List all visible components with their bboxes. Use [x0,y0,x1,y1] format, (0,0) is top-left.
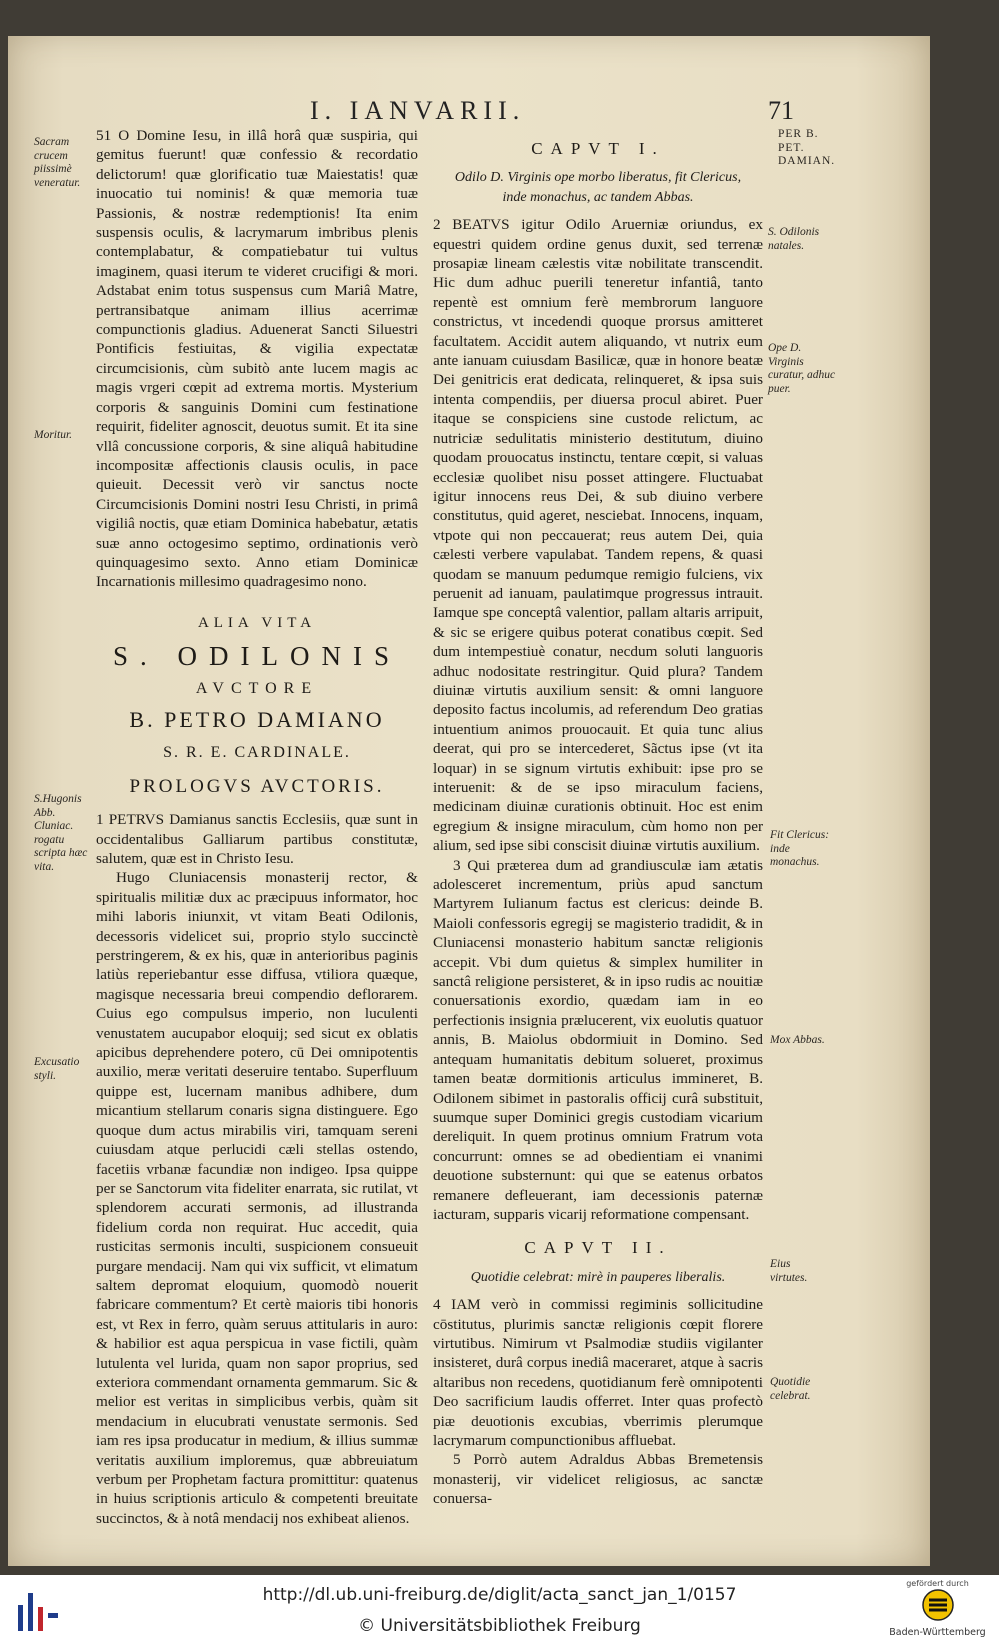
margin-note-sacram: Sacram crucem piissimè veneratur. [34,136,81,189]
vita-title-line4: B. PETRO DAMIANO [129,706,385,732]
vita-title-line1: ALIA VITA [197,614,317,631]
running-title: I. IANVARII. [310,96,526,125]
prologue-paragraph-2: Hugo Cluniacensis monasterij rector, & spiritualis militiæ dux ac præcipuus informator, hoc mihi laboris iniunxit, vt vitam Beati Odilonis, decessoris videlicet sui, proprio stylo succinctè perstringerem, & ex his, quæ in anterioribus paginis latiùs reperiebantur esse diffusa, vtiliora quæque, magisque necessaria breui compendio deflorarem. Cuius ego compulsus imperio, non luculenti venustatem aucupabor eloquij; sed sicut ex oblatis apicibus deprehendere potero, cū Dei omnipotentis auxilio, meræ veritati deseruire tentabo. Superfluum quippe est, lucernam manibus adhibere, dum micantium stellarum conaris signa distinguere. Ego quoque dum actus mirabilis viri, tamquam sereni cuiusdam atque perlucidi cæli stellas ostendo, facetiis vrbanæ facundiæ non indigeo. Ipsa quippe per se Sanctorum vita fideliter enarrata, sic rutilat, vt splendorem accurati sermonis, ad illustranda fidelium corda non requirat. Huc accedit, quia rusticitas sermonis inculti, suspicionem consueuit purgare mendacij. Nam qui vix sufficit, vt elimatum saltem depromat eloquium, quomodò nouerit fabricare commentum? Et certè maioris tibi honoris est, vt Rex in ferro, quàm seruus attitularis in auro: & habilior est aqua perspicua in vase fictili, quàm lutulenta vel lurida, quam non sapor proprius, sed exteriora commendant ornamenta gemmarum. Sic & melior est veritas in simplicibus verbis, quàm sit mendacium in elucubrati venustate sermonis. Sed iam res ipsa producatur in medium, & illius summæ veritatis auxilium imploremus, quæ abbreuiatum verbum per Prophetam factura promittitur: quatenus in huius scriptionis articulo & competenti breuitate succinctos, & à notâ mendacij nos exhibeat alienos. [96,869,418,1527]
baden-wuerttemberg-crest-icon [921,1588,955,1622]
margin-note-abbas: Mox Abbas. [770,1034,825,1046]
vita-title-line2: S. ODILONIS [112,641,401,672]
permalink-url[interactable]: http://dl.ub.uni-freiburg.de/diglit/acta_sanct_jan_1/0157 [262,1585,737,1605]
margin-note-hugonis: S.Hugonis Abb. Cluniac. rogatu scripta hæc vita. [34,793,88,873]
chapter-1-heading: CAPVT I. [531,139,665,158]
prologue-paragraph-1: 1 PETRVS Damianus sanctis Ecclesiis, quæ sunt in occidentalibus Galliarum partibus constitutæ, salutem, quæ est in Christo Iesu. [96,811,418,867]
sponsor-box [880,1579,995,1641]
margin-note-celebrat: Quotidie celebrat. [770,1376,811,1402]
copyright-notice: © Universitätsbibliothek Freiburg [358,1616,641,1636]
sponsor-label: gefördert durch [906,1579,969,1588]
margin-note-moritur: Moritur. [34,429,73,441]
margin-note-clericus: Fit Clericus: inde monachus. [770,829,830,868]
right-column [433,139,763,1509]
paragraph-51: 51 O Domine Iesu, in illâ horâ quæ suspiria, qui gemitus fuerunt! quæ confessio & recordatio delictorum! quæ glorificatio tuæ Maiestatis! quæ inuocatio tui nominis! & quæ memoria tuæ Passionis, & nostræ redemptionis! Ita enim suspensis oculis, & lacrymarum imbribus plenis contemplabatur, & compatiebatur tui vultus imaginem, quasi iterum te videret crucifigi & mori. Adstabat enim totus suspensus cum Mariâ Matre, pertransibatque animam illius acerrimæ compunctionis gladius. Aduenerat Sancti Siluestri Pontificis festiuitas, & vigilia expectatæ circumcisionis, cùm subitò ante lucem magis ac magis vrgeri cœpit ad extrema mortis. Mysterium corporis & sanguinis Domini cum festinatione requirit, fideliter agnoscit, deuotus sumit. Et ita sine vllâ concussione corporis, & sine aliquâ habitudine incompositæ affectionis clausis oculis, in pace quieuit. Decessit verò vir sanctus nocte Circumcisionis Domini nostri Iesu Christi, in primâ vigiliâ noctis, quæ etiam Dominica habebatur, ætatis suæ anno octogesimo septimo, ordinationis verò quinquagesimo sexto. Anno etiam Dominicæ Incarnationis millesimo quadragesimo nono. [96,127,418,591]
paragraph-2: 2 BEATVS igitur Odilo Aruerniæ oriundus, ex equestri quidem ordine genus duxit, sed terrenæ prosapiæ lineam cælestis vitæ nobilitate transcendit. Hic dum adhuc puerili teneretur infantiâ, tanto repentè est omnium ferè membrorum languore constrictus, vt incedendi quoque prorsus amitteret facultatem. Accidit autem aliquando, vt nutrix eum ante ianuam cuiusdam Basilicæ, quæ in honore beatæ Dei genitricis erat dedicata, relinqueret, & ipsa suis intenta compendiis, per diuersa procul abiret. Puer itaque se conspiciens sine custode relictum, ac nutriciæ sedulitatis ministerio destitutum, diuino quodam prouocatus instinctu, tentare cœpit, si valuas ecclesiæ quolibet nisu posset attingere. Fluctuabat igitur innocens reus Dei, & sub diuino verbere constitutus, quid ageret, nesciebat. Innocens, inquam, vtpote qui non peccauerat; reus autem Dei, quia cælesti verbere vapulabat. Tandem repens, & quasi quodam se manuum pedumque remigio fulciens, vix peruenit ad ianuam, paulatimque progressus intrauit. Iamque spe conceptâ valentior, pallam altaris arripuit, & sic se erigere quibus poterat conatibus cœpit. Sed dum intempestiuè conatur, necdum soluti languoris adhuc nodositate restringitur. Quid plura? Tandem diuinæ virtutis auxilium sensit: & omni languore deposito factus incolumis, ad referendum Deo gratias intuentium animos prouocauit. Et quia tunc alius deerat, qui pro se intercederet, Sãctus ipse (vt ita loquar) in se signum virtutis exhibuit: ipse pro se interuenit: & de se ipso miraculum faciens, medicinam diuinæ curationis obtinuit. Hoc est enim egregium & insigne miraculum, cùm homo non per alium, sed ipse sibi conscisit diuinæ virtutis auxilium. [433,216,763,855]
left-column [96,126,418,1528]
vita-title-line5: S. R. E. CARDINALE. [163,744,351,762]
page-number: 71 [768,96,794,125]
margin-note-virtutes: Eius virtutes. [770,1258,808,1284]
margin-note-per-damian: PER B. PET. DAMIAN. [778,128,836,167]
margin-note-excusatio: Excusatio styli. [34,1056,80,1082]
vita-title-line3: AVCTORE [195,679,319,697]
book-page [8,36,930,1566]
margin-note-natales: S. Odilonis natales. [768,226,820,252]
sponsor-name: Baden-Württemberg [889,1627,986,1638]
margin-note-virginis: Ope D. Virginis curatur, adhuc puer. [768,342,836,395]
prologue-heading: PROLOGVS AVCTORIS. [129,775,385,797]
paragraph-3: 3 Qui præterea dum ad grandiusculæ iam ætatis adolesceret incrementum, priùs apud sanctum Martyrem Iulianum factus est clericus: deinde B. Maioli confessoris egregij se magisterio tradidit, & in Cluniacensi monasterio habitum sanctæ religionis accepit. Vbi dum quietus & simplex humiliter in sanctâ religione persisteret, & in ipso rudis ac nouitiæ conuersationis exordio, quædam iam in eo perfectionis insignia prælucerent, vix euolutis quatuor annis, B. Maiolus obdormiuit in Domino. Sed antequam humanitatis debitum solueret, proximus tamen beatæ dormitionis articulus immineret, B. Odilonem sibimet in pastoralis officij curâ substituit, suumque super Dominici gregis custodiam vicarium dereliquit. In quem protinus omnium Fratrum vota concurrunt: omnes se ad obedientiam ei vnanimi deuotione substernunt: qui que se eatenus orbatos remanere defleuerant, iam decessionis paternæ iacturam, supparis vicarij reformatione compensant. [433,856,763,1223]
viewer-footer [0,1575,999,1645]
chapter-2-heading: CAPVT II. [524,1238,672,1258]
paragraph-4: 4 IAM verò in commissi regiminis sollicitudine cōstitutus, plurimis sanctæ religionis cœpit florere virtutibus. Nimirum vt Psalmodiæ studiis vigilanter insisteret, durâ corpus inediâ maceraret, atque à sacris altaribus non recedens, quotidianum ferè omnipotenti Deo sacrificium laudis offerret. Inter quas profectò piæ deuotionis excubias, vberrimis plerumque lacrymarum compunctionibus affluebat. [433,1296,763,1449]
paragraph-5: 5 Porrò autem Adraldus Abbas Bremetensis monasterij, vir videlicet religiosus, ac sanctæ conuersa- [433,1451,763,1508]
chapter-1-summary: Odilo D. Virginis ope morbo liberatus, fit Clericus, inde monachus, ac tandem Abbas. [454,170,742,205]
chapter-2-summary: Quotidie celebrat: mirè in pauperes liberalis. [470,1269,726,1285]
